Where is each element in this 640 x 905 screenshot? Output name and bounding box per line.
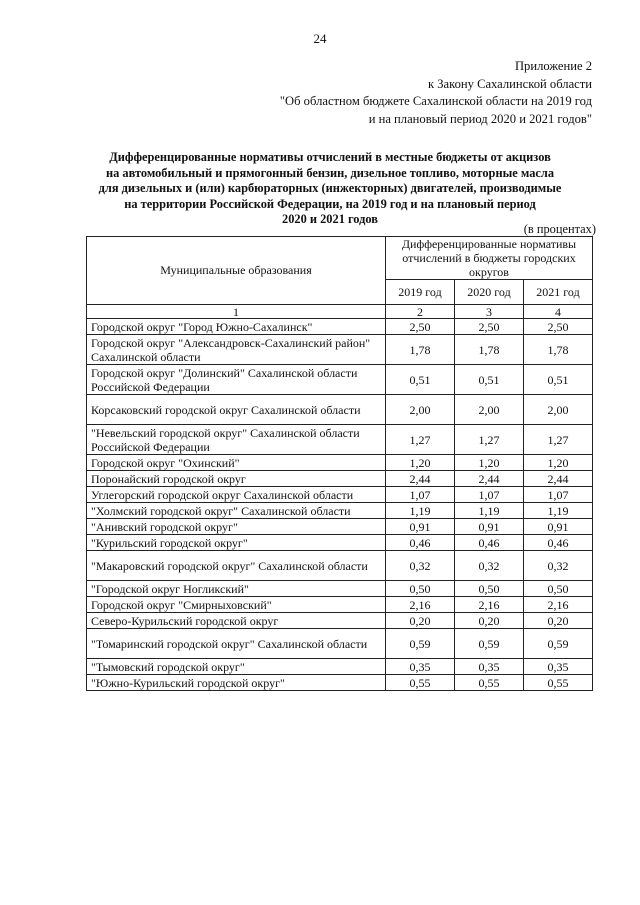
table-row	[87, 675, 593, 691]
table-row	[87, 425, 593, 455]
value-2019: 2,44	[386, 471, 455, 487]
value-2020: 1,27	[455, 425, 524, 455]
value-2021: 0,91	[524, 519, 593, 535]
appendix-line: и на плановый период 2020 и 2021 годов"	[368, 111, 592, 126]
value-2019: 0,91	[386, 519, 455, 535]
column-index: 2	[386, 305, 455, 319]
table-row	[87, 319, 593, 335]
value-2021: 0,50	[524, 581, 593, 597]
table-row	[87, 597, 593, 613]
municipality-name: "Тымовский городской округ"	[87, 659, 386, 675]
value-2020: 1,20	[455, 455, 524, 471]
value-2020: 1,19	[455, 503, 524, 519]
value-2019: 0,46	[386, 535, 455, 551]
value-2019: 0,51	[386, 365, 455, 395]
value-2020: 0,50	[455, 581, 524, 597]
value-2020: 0,20	[455, 613, 524, 629]
value-2021: 2,50	[524, 319, 593, 335]
col-header-year: 2020 год	[455, 280, 524, 305]
column-index: 4	[524, 305, 593, 319]
value-2019: 0,59	[386, 629, 455, 659]
value-2021: 1,78	[524, 335, 593, 365]
value-2019: 2,50	[386, 319, 455, 335]
value-2021: 1,19	[524, 503, 593, 519]
col-header-norms-group: Дифференцированные нормативы отчислений в бюджеты городских округов	[386, 237, 593, 280]
table-row	[87, 395, 593, 425]
units-note: (в процентах)	[523, 222, 596, 236]
municipality-name: "Анивский городской округ"	[87, 519, 386, 535]
table-row	[87, 551, 593, 581]
value-2020: 0,32	[455, 551, 524, 581]
table-row	[87, 613, 593, 629]
table-row	[87, 335, 593, 365]
value-2019: 2,16	[386, 597, 455, 613]
value-2021: 0,32	[524, 551, 593, 581]
municipality-name: "Макаровский городской округ" Сахалинской области	[87, 551, 386, 581]
municipality-name: "Курильский городской округ"	[87, 535, 386, 551]
title-line: для дизельных и (или) карбюраторных (инжекторных) двигателей, производимые	[98, 181, 562, 195]
municipality-name: Городской округ "Охинский"	[87, 455, 386, 471]
norms-table	[86, 236, 593, 691]
table-row	[87, 471, 593, 487]
value-2021: 0,55	[524, 675, 593, 691]
title-line: Дифференцированные нормативы отчислений в местные бюджеты от акцизов	[109, 150, 551, 164]
municipality-name: "Томаринский городской округ" Сахалинской области	[87, 629, 386, 659]
value-2021: 0,20	[524, 613, 593, 629]
value-2019: 0,32	[386, 551, 455, 581]
col-header-municipality: Муниципальные образования	[87, 237, 386, 305]
value-2019: 0,50	[386, 581, 455, 597]
value-2021: 0,46	[524, 535, 593, 551]
municipality-name: "Холмский городской округ" Сахалинской области	[87, 503, 386, 519]
table-row	[87, 455, 593, 471]
column-index: 1	[87, 305, 386, 319]
table-row	[87, 519, 593, 535]
title-line: 2020 и 2021 годов	[282, 212, 378, 226]
value-2019: 1,27	[386, 425, 455, 455]
value-2021: 2,44	[524, 471, 593, 487]
appendix-line: к Закону Сахалинской области	[427, 76, 592, 91]
page-number: 24	[313, 31, 327, 46]
municipality-name: Поронайский городской округ	[87, 471, 386, 487]
municipality-name: Городской округ "Александровск-Сахалинский район" Сахалинской области	[87, 335, 386, 365]
value-2020: 2,50	[455, 319, 524, 335]
value-2021: 0,59	[524, 629, 593, 659]
value-2019: 0,35	[386, 659, 455, 675]
appendix-line: "Об областном бюджете Сахалинской области на 2019 год	[279, 94, 592, 108]
value-2020: 0,46	[455, 535, 524, 551]
appendix-header	[280, 58, 592, 128]
table-row	[87, 503, 593, 519]
value-2019: 1,78	[386, 335, 455, 365]
value-2021: 1,07	[524, 487, 593, 503]
col-header-year: 2019 год	[386, 280, 455, 305]
value-2021: 1,27	[524, 425, 593, 455]
value-2020: 2,16	[455, 597, 524, 613]
municipality-name: Северо-Курильский городской округ	[87, 613, 386, 629]
value-2021: 0,35	[524, 659, 593, 675]
municipality-name: Городской округ "Долинский" Сахалинской области Российской Федерации	[87, 365, 386, 395]
value-2020: 0,91	[455, 519, 524, 535]
table-row	[87, 629, 593, 659]
value-2020: 2,00	[455, 395, 524, 425]
title-line: на территории Российской Федерации, на 2019 год и на плановый период	[124, 196, 536, 211]
value-2021: 0,51	[524, 365, 593, 395]
column-index-row	[87, 305, 593, 319]
value-2021: 1,20	[524, 455, 593, 471]
municipality-name: "Невельский городской округ" Сахалинской области Российской Федерации	[87, 425, 386, 455]
municipality-name: "Городской округ Ногликский"	[87, 581, 386, 597]
municipality-name: Корсаковский городской округ Сахалинской области	[87, 395, 386, 425]
value-2020: 1,78	[455, 335, 524, 365]
table-row	[87, 535, 593, 551]
value-2020: 2,44	[455, 471, 524, 487]
value-2020: 0,59	[455, 629, 524, 659]
value-2021: 2,16	[524, 597, 593, 613]
value-2020: 0,51	[455, 365, 524, 395]
municipality-name: "Южно-Курильский городской округ"	[87, 675, 386, 691]
table-row	[87, 487, 593, 503]
column-index: 3	[455, 305, 524, 319]
value-2019: 2,00	[386, 395, 455, 425]
value-2019: 0,55	[386, 675, 455, 691]
table-row	[87, 581, 593, 597]
municipality-name: Углегорский городской округ Сахалинской области	[87, 487, 386, 503]
value-2019: 0,20	[386, 613, 455, 629]
appendix-line: Приложение 2	[514, 59, 592, 73]
table-row	[87, 659, 593, 675]
value-2019: 1,19	[386, 503, 455, 519]
table-row	[87, 365, 593, 395]
municipality-name: Городской округ "Город Южно-Сахалинск"	[87, 319, 386, 335]
title-line: на автомобильный и прямогонный бензин, дизельное топливо, моторные масла	[105, 165, 555, 180]
municipality-name: Городской округ "Смирныховский"	[87, 597, 386, 613]
col-header-year: 2021 год	[524, 280, 593, 305]
value-2020: 1,07	[455, 487, 524, 503]
value-2020: 0,55	[455, 675, 524, 691]
value-2020: 0,35	[455, 659, 524, 675]
value-2019: 1,20	[386, 455, 455, 471]
value-2019: 1,07	[386, 487, 455, 503]
value-2021: 2,00	[524, 395, 593, 425]
document-title	[80, 150, 580, 228]
